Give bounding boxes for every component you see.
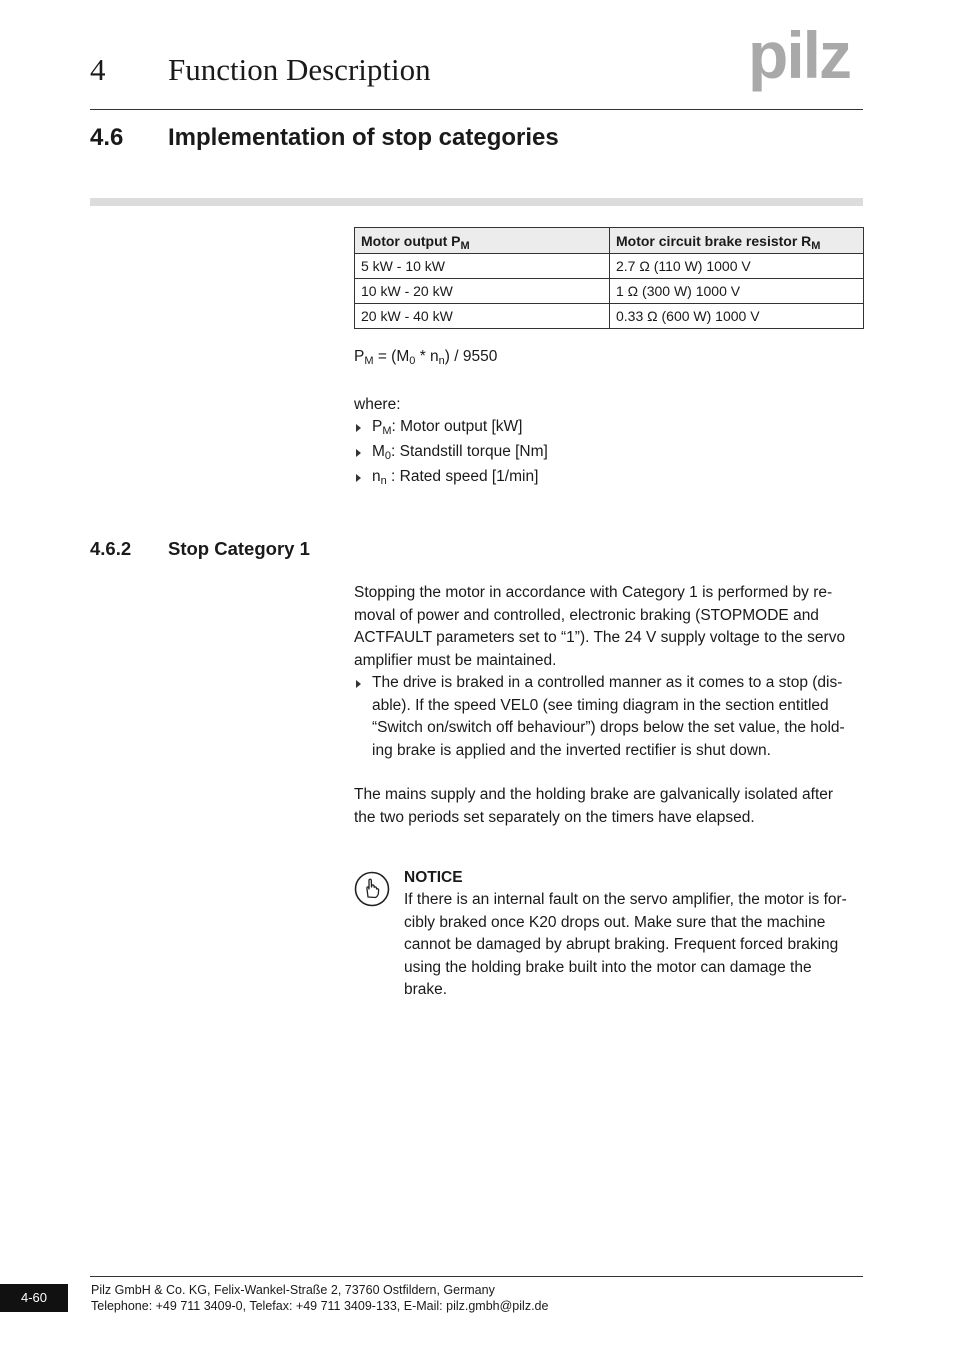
table-row xyxy=(355,254,864,279)
section-title: Implementation of stop categories xyxy=(168,124,559,151)
list-item: $M_0$: Standstill torque [Nm] xyxy=(354,441,864,466)
table-cell: 5 kW - 10 kW xyxy=(355,254,610,279)
table-header-brake-resistor: Motor circuit brake resistor $R_M$ xyxy=(610,228,864,254)
stop-category-paragraph: Stopping the motor in accordance with Category 1 is performed by re- moval of power and controlled, electronic braking (STOPMODE and ACTFAULT parameters set to “1”). The 24 V supply voltage to the servo amplifier must be maintained. xyxy=(354,584,846,669)
pilz-logo xyxy=(746,28,864,94)
footer-address: Pilz GmbH & Co. KG, Felix-Wankel-Straße 2, 73760 Ostfildern, Germany xyxy=(91,1283,495,1297)
brake-resistor-table xyxy=(354,227,864,329)
list-item: $n_n$ : Rated speed [1/min] xyxy=(354,466,864,491)
pointing-hand-icon xyxy=(354,871,390,907)
logo-text: pilz xyxy=(748,28,850,92)
isolation-paragraph: The mains supply and the holding brake are galvanically isolated after the two periods set separately on the timers have elapsed. xyxy=(354,786,834,826)
drive-braking-bullet: The drive is braked in a controlled manner as it comes to a stop (dis- able). If the speed VEL0 (see timing diagram in the section entitled “Switch on/switch off behaviour”) drops below the set value, the hold- ing brake is applied and the inverted rectifier is shut down. xyxy=(354,672,864,762)
motor-output-formula: $P_M = (M_0 * n_n) / 9550$ xyxy=(354,348,498,367)
table-cell: 2.7 Ω (110 W) 1000 V xyxy=(610,254,864,279)
table-cell: 1 Ω (300 W) 1000 V xyxy=(610,279,864,304)
definition-list xyxy=(354,416,864,491)
table-header-motor-output: Motor output $P_M$ xyxy=(355,228,610,254)
footer-contact: Telephone: +49 711 3409-0, Telefax: +49 711 3409-133, E-Mail: pilz.gmbh@pilz.de xyxy=(91,1299,549,1313)
table-header-row xyxy=(355,228,864,254)
subsection-title: Stop Category 1 xyxy=(168,538,310,559)
list-item: $P_M$: Motor output [kW] xyxy=(354,416,864,441)
header-divider xyxy=(90,109,863,110)
table-cell: 10 kW - 20 kW xyxy=(355,279,610,304)
section-number: 4.6 xyxy=(90,124,124,151)
table-cell: 20 kW - 40 kW xyxy=(355,304,610,329)
subsection-number: 4.6.2 xyxy=(90,538,132,559)
table-row xyxy=(355,279,864,304)
bullet-arrow-icon xyxy=(356,449,361,457)
table-row xyxy=(355,304,864,329)
chapter-number: 4 xyxy=(90,52,106,87)
chapter-title: Function Description xyxy=(168,52,431,87)
notice-heading: NOTICE xyxy=(404,869,463,886)
section-band xyxy=(90,198,863,206)
bullet-arrow-icon xyxy=(356,680,361,688)
where-label: where: xyxy=(354,396,401,413)
page-number: 4-60 xyxy=(0,1284,68,1312)
table-cell: 0.33 Ω (600 W) 1000 V xyxy=(610,304,864,329)
notice-body: If there is an internal fault on the servo amplifier, the motor is for- cibly braked once K20 drops out. Make sure that the machine cannot be damaged by abrupt braking. Frequent forced braking using the holding brake built into the motor can damage the brake. xyxy=(404,891,847,998)
bullet-arrow-icon xyxy=(356,424,361,432)
bullet-arrow-icon xyxy=(356,474,361,482)
footer-divider xyxy=(90,1276,863,1277)
